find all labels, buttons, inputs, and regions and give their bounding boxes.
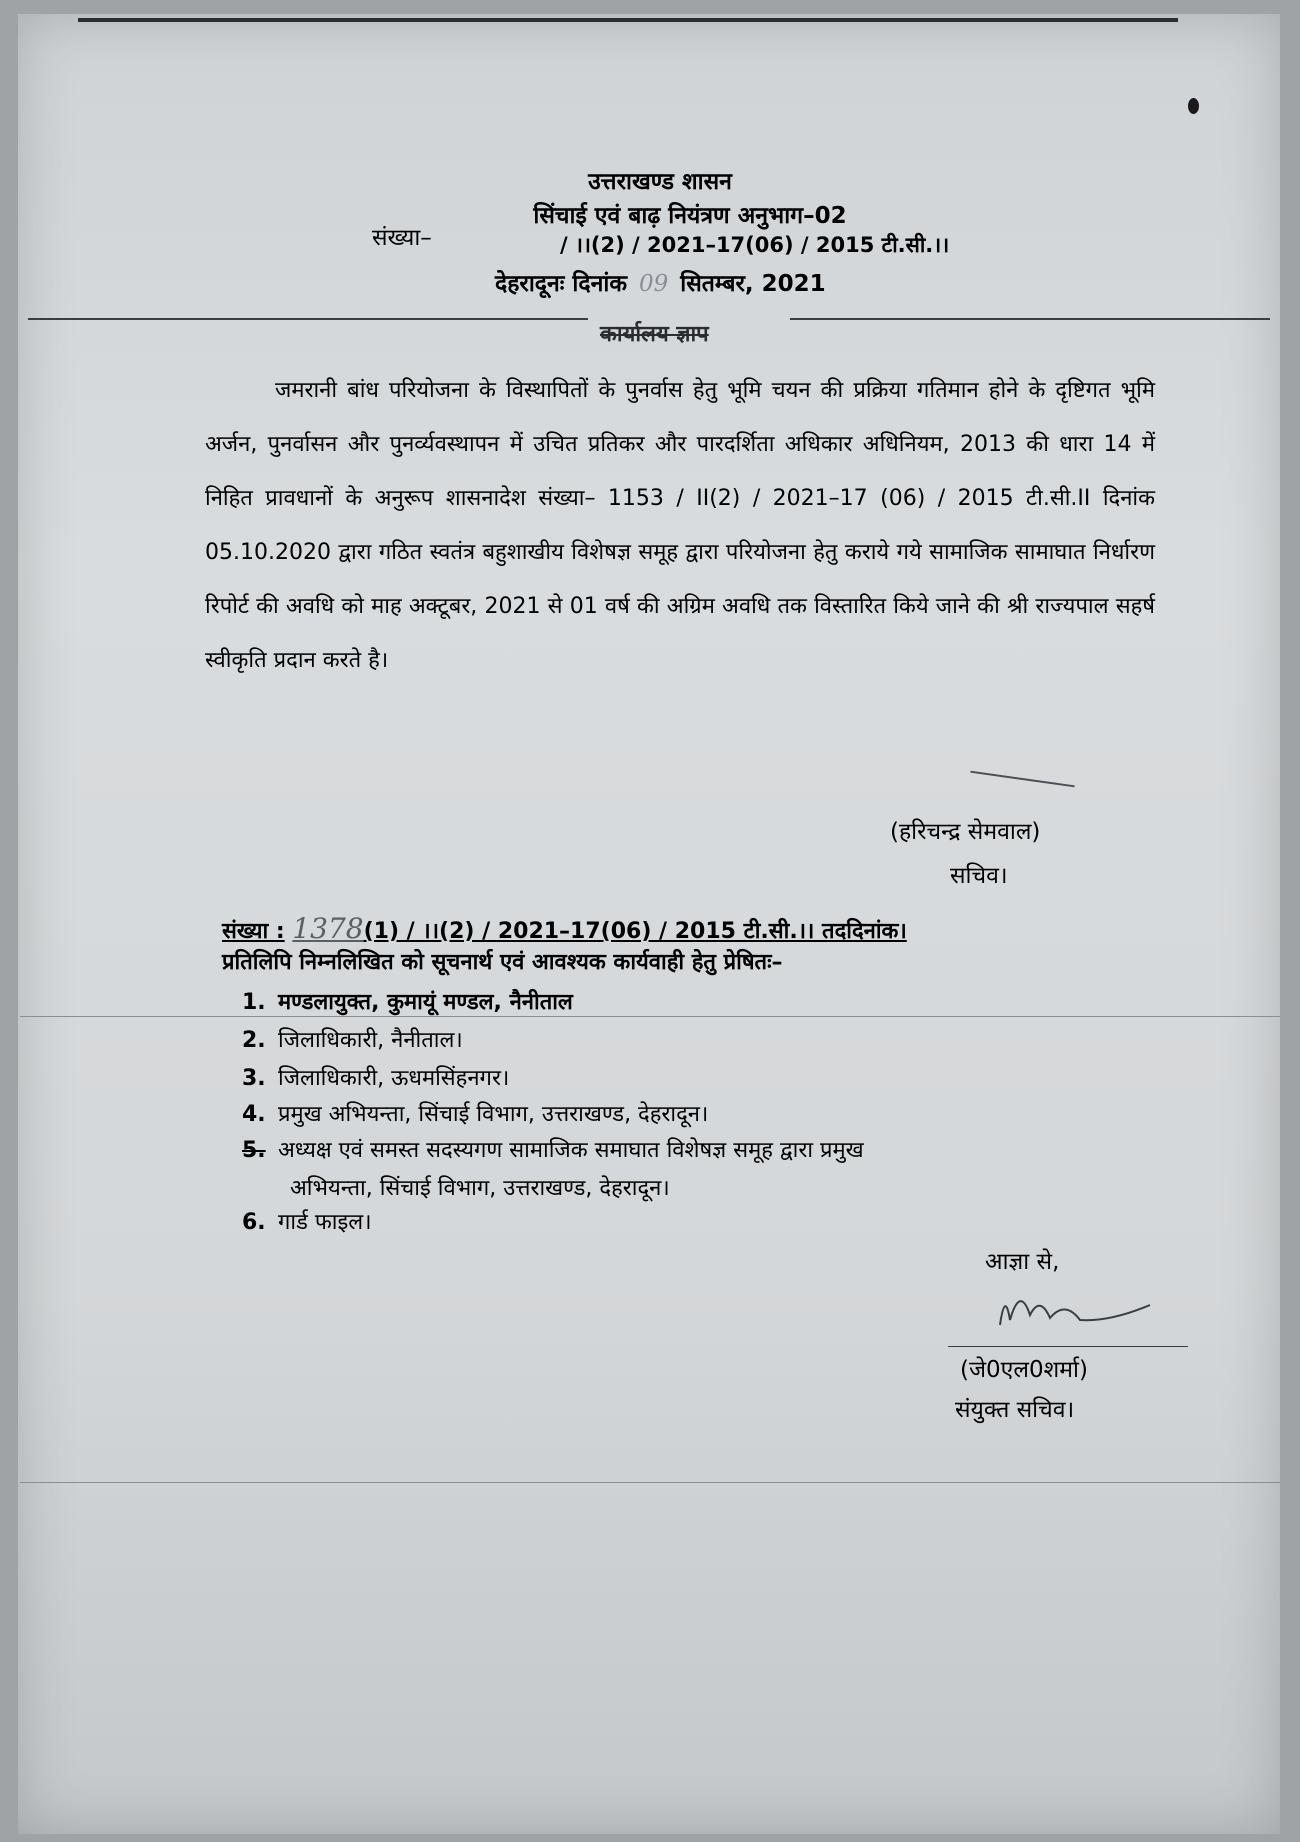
section-title: सिंचाई एवं बाढ़ नियंत्रण अनुभाग–02 <box>533 203 847 229</box>
signature-underline <box>948 1346 1188 1347</box>
recipient-num: 5. <box>242 1138 266 1163</box>
copy-number-label: संख्या : <box>222 919 285 944</box>
copy-number-handwritten: 1378 <box>292 912 364 945</box>
page-fold-line <box>20 1016 1280 1017</box>
punch-hole <box>1188 98 1199 114</box>
recipient-3 <box>242 1062 509 1092</box>
number-label: संख्या– <box>372 225 432 251</box>
recipient-num: 1. <box>242 990 266 1015</box>
recipient-text: अध्यक्ष एवं समस्त सदस्यगण सामाजिक समाघात विशेषज्ञ समूह द्वारा प्रमुख <box>278 1138 864 1163</box>
recipient-5-continued: अभियन्ता, सिंचाई विभाग, उत्तराखण्ड, देहरादून। <box>290 1176 670 1201</box>
body-text: जमरानी बांध परियोजना के विस्थापितों के पुनर्वास हेतु भूमि चयन की प्रक्रिया गतिमान होने के दृष्टिगत भूमि अर्जन, पुनर्वासन और पुनर्व्यवस्थापन में उचित प्रतिकर और पारदर्शिता अधिकार अधिनियम, 2013 की धारा 14 में निहित प्रावधानों के अनुरूप शासनादेश संख्या– 1153 / II(2) / 2021–17 (06) / 2015 टी.सी.II दिनांक 05.10.2020 द्वारा गठित स्वतंत्र बहुशाखीय विशेषज्ञ समूह द्वारा परियोजना हेतु कराये गये सामाजिक सामाघात निर्धारण रिपोर्ट की अवधि को माह अक्टूबर, 2021 से 01 वर्ष की अग्रिम अवधि तक विस्तारित किये जाने की श्री राज्यपाल सहर्ष स्वीकृति प्रदान करते है। <box>205 378 1155 673</box>
copy-intro: प्रतिलिपि निम्नलिखित को सूचनार्थ एवं आवश्यक कार्यवाही हेतु प्रेषितः– <box>222 950 783 975</box>
top-edge-line <box>78 18 1178 22</box>
recipient-text: जिलाधिकारी, नैनीताल। <box>278 1028 463 1053</box>
date-prefix: देहरादूनः दिनांक <box>495 271 627 297</box>
government-title: उत्तराखण्ड शासन <box>588 169 732 195</box>
number-value: / ।।(2) / 2021–17(06) / 2015 टी.सी.।। <box>560 233 950 257</box>
header-divider-left <box>28 318 588 320</box>
recipient-num: 4. <box>242 1102 266 1127</box>
signatory1-name: (हरिचन्द्र सेमवाल) <box>890 819 1041 845</box>
recipient-text: गार्ड फाइल। <box>278 1210 372 1235</box>
by-order: आज्ञा से, <box>985 1249 1060 1275</box>
recipient-num: 3. <box>242 1066 266 1091</box>
recipient-num: 6. <box>242 1210 266 1235</box>
body-paragraph <box>205 364 1155 688</box>
copy-number-value: (1) / ।।(2) / 2021–17(06) / 2015 टी.सी.।। तददिनांक। <box>363 919 907 944</box>
copy-number-line <box>222 912 907 945</box>
bottom-fold-line <box>20 1482 1280 1483</box>
signatory1-designation: सचिव। <box>950 863 1008 889</box>
signature-scribble <box>980 1280 1180 1340</box>
recipient-4 <box>242 1098 708 1128</box>
recipient-5 <box>242 1134 864 1164</box>
date-day-handwritten: 09 <box>639 271 669 297</box>
recipient-1 <box>242 986 573 1016</box>
recipient-2 <box>242 1024 463 1054</box>
recipient-text: मण्डलायुक्त, कुमायूं मण्डल, नैनीताल <box>278 990 573 1015</box>
recipient-6 <box>242 1206 372 1236</box>
memo-title: कार्यालय ज्ञाप <box>600 322 709 347</box>
signatory2-designation: संयुक्त सचिव। <box>955 1397 1075 1423</box>
header-divider-right <box>790 318 1270 320</box>
recipient-num: 2. <box>242 1028 266 1053</box>
recipient-text: जिलाधिकारी, ऊधमसिंहनगर। <box>278 1066 510 1091</box>
date-suffix: सितम्बर, 2021 <box>680 271 826 297</box>
recipient-text: प्रमुख अभियन्ता, सिंचाई विभाग, उत्तराखण्ड, देहरादून। <box>278 1102 709 1127</box>
date-line <box>495 266 826 298</box>
signatory2-name: (जे0एल0शर्मा) <box>960 1357 1088 1383</box>
